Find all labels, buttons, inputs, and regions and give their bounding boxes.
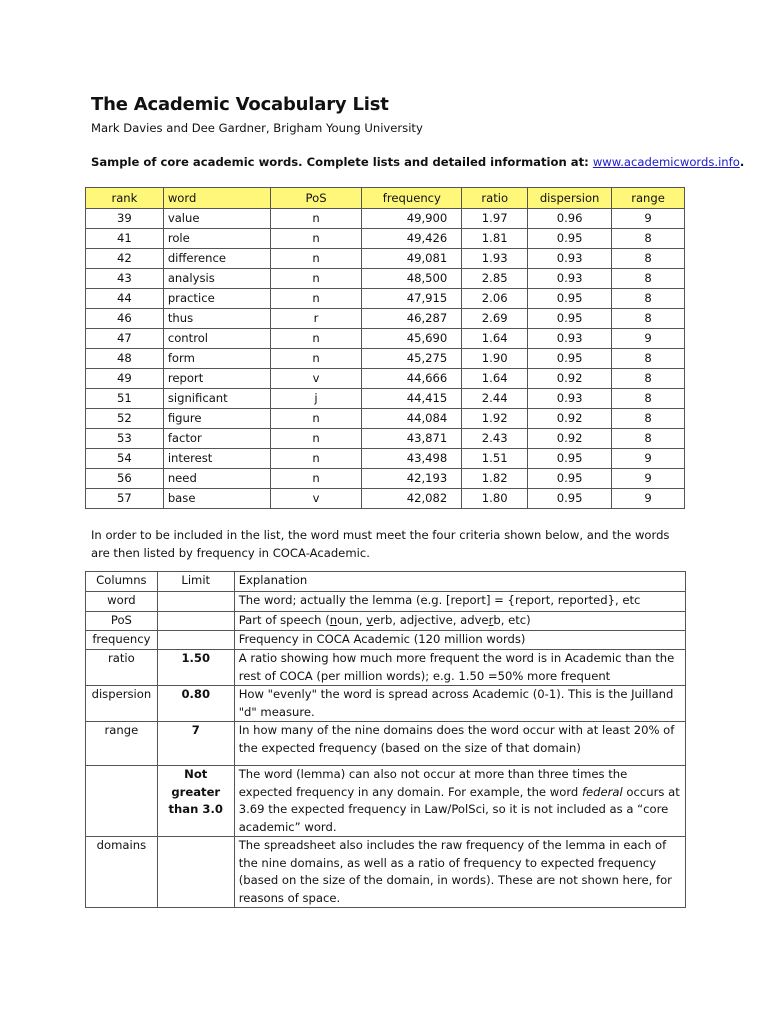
explanation-fragment: r: [488, 613, 494, 627]
criteria-explanation: A ratio showing how much more frequent the word is in Academic than the rest of COCA (per million words); e.g. 1.50 =50% more frequent: [234, 650, 685, 686]
vocab-header-row: [86, 188, 685, 209]
cell-ratio: 1.92: [462, 409, 528, 429]
table-row: [86, 309, 685, 329]
criteria-column-name: ratio: [86, 650, 158, 686]
header-word: word: [163, 188, 270, 209]
cell-range: 9: [612, 329, 685, 349]
criteria-row: [86, 631, 686, 650]
cell-word: factor: [163, 429, 270, 449]
cell-word: difference: [163, 249, 270, 269]
document-title: The Academic Vocabulary List: [91, 94, 389, 115]
cell-rank: 54: [86, 449, 164, 469]
table-row: [86, 449, 685, 469]
cell-range: 8: [612, 309, 685, 329]
cell-ratio: 1.90: [462, 349, 528, 369]
explanation-fragment: oun,: [337, 613, 367, 627]
cell-word: need: [163, 469, 270, 489]
cell-rank: 43: [86, 269, 164, 289]
table-row: [86, 369, 685, 389]
table-row: [86, 249, 685, 269]
cell-ratio: 2.85: [462, 269, 528, 289]
cell-dispersion: 0.93: [528, 389, 612, 409]
cell-word: analysis: [163, 269, 270, 289]
cell-range: 8: [612, 369, 685, 389]
cell-frequency: 44,084: [362, 409, 462, 429]
table-row: [86, 329, 685, 349]
criteria-row: [86, 592, 686, 612]
cell-rank: 46: [86, 309, 164, 329]
cell-range: 9: [612, 209, 685, 229]
table-row: [86, 269, 685, 289]
cell-range: 8: [612, 269, 685, 289]
cell-rank: 49: [86, 369, 164, 389]
criteria-column-name: PoS: [86, 612, 158, 631]
cell-ratio: 1.97: [462, 209, 528, 229]
cell-pos: r: [270, 309, 362, 329]
cell-ratio: 1.51: [462, 449, 528, 469]
cell-rank: 41: [86, 229, 164, 249]
cell-dispersion: 0.95: [528, 229, 612, 249]
criteria-row: [86, 837, 686, 908]
cell-pos: n: [270, 269, 362, 289]
cell-frequency: 42,082: [362, 489, 462, 509]
criteria-limit: Not greater than 3.0: [157, 766, 234, 837]
criteria-body: [86, 592, 686, 908]
header-explanation: Explanation: [234, 572, 685, 592]
cell-dispersion: 0.95: [528, 349, 612, 369]
explanation-fragment: occurs at 3.69 the expected frequency in Law/PolSci, so it is not included as a “core academic” word.: [238, 784, 680, 834]
cell-ratio: 1.80: [462, 489, 528, 509]
header-limit: Limit: [157, 572, 234, 592]
criteria-column-name: [86, 766, 158, 837]
criteria-column-name: range: [86, 722, 158, 766]
table-row: [86, 209, 685, 229]
cell-dispersion: 0.95: [528, 309, 612, 329]
intro-line: [91, 155, 744, 169]
intro-text: Sample of core academic words. Complete lists and detailed information at:: [91, 155, 593, 169]
cell-rank: 44: [86, 289, 164, 309]
criteria-limit: 0.80: [157, 686, 234, 722]
cell-dispersion: 0.92: [528, 429, 612, 449]
cell-dispersion: 0.96: [528, 209, 612, 229]
criteria-column-name: frequency: [86, 631, 158, 650]
criteria-column-name: dispersion: [86, 686, 158, 722]
cell-pos: v: [270, 369, 362, 389]
criteria-limit: [157, 612, 234, 631]
header-pos: PoS: [270, 188, 362, 209]
cell-pos: n: [270, 349, 362, 369]
criteria-explanation: How "evenly" the word is spread across Academic (0-1). This is the Juilland "d" measure.: [234, 686, 685, 722]
header-frequency: frequency: [362, 188, 462, 209]
cell-word: role: [163, 229, 270, 249]
academicwords-link[interactable]: www.academicwords.info: [592, 155, 740, 169]
criteria-limit: [157, 631, 234, 650]
cell-frequency: 48,500: [362, 269, 462, 289]
cell-ratio: 1.82: [462, 469, 528, 489]
cell-rank: 42: [86, 249, 164, 269]
cell-pos: n: [270, 409, 362, 429]
cell-pos: n: [270, 469, 362, 489]
cell-rank: 56: [86, 469, 164, 489]
explanation-fragment: n: [329, 613, 338, 627]
cell-rank: 53: [86, 429, 164, 449]
cell-word: control: [163, 329, 270, 349]
cell-ratio: 2.06: [462, 289, 528, 309]
criteria-row: [86, 612, 686, 631]
header-rank: rank: [86, 188, 164, 209]
cell-frequency: 44,415: [362, 389, 462, 409]
cell-ratio: 2.44: [462, 389, 528, 409]
header-ratio: ratio: [462, 188, 528, 209]
table-row: [86, 389, 685, 409]
cell-word: practice: [163, 289, 270, 309]
criteria-explanation: [234, 612, 685, 631]
cell-range: 8: [612, 349, 685, 369]
cell-ratio: 1.64: [462, 369, 528, 389]
cell-pos: n: [270, 249, 362, 269]
cell-dispersion: 0.93: [528, 249, 612, 269]
cell-pos: n: [270, 329, 362, 349]
cell-frequency: 46,287: [362, 309, 462, 329]
cell-word: form: [163, 349, 270, 369]
cell-rank: 39: [86, 209, 164, 229]
cell-range: 8: [612, 229, 685, 249]
table-row: [86, 289, 685, 309]
cell-frequency: 49,426: [362, 229, 462, 249]
cell-word: base: [163, 489, 270, 509]
cell-frequency: 43,871: [362, 429, 462, 449]
cell-pos: n: [270, 289, 362, 309]
cell-dispersion: 0.95: [528, 489, 612, 509]
criteria-row: [86, 766, 686, 837]
criteria-explanation: Frequency in COCA Academic (120 million words): [234, 631, 685, 650]
header-dispersion: dispersion: [528, 188, 612, 209]
cell-rank: 51: [86, 389, 164, 409]
table-row: [86, 409, 685, 429]
header-columns: Columns: [86, 572, 158, 592]
cell-frequency: 44,666: [362, 369, 462, 389]
cell-frequency: 45,275: [362, 349, 462, 369]
table-row: [86, 489, 685, 509]
criteria-column-name: domains: [86, 837, 158, 908]
cell-rank: 52: [86, 409, 164, 429]
table-row: [86, 349, 685, 369]
explanation-fragment: b, etc): [493, 613, 531, 627]
cell-range: 8: [612, 389, 685, 409]
cell-rank: 47: [86, 329, 164, 349]
table-row: [86, 429, 685, 449]
cell-frequency: 43,498: [362, 449, 462, 469]
intro-end: .: [739, 155, 745, 169]
cell-frequency: 42,193: [362, 469, 462, 489]
cell-range: 8: [612, 409, 685, 429]
cell-frequency: 49,900: [362, 209, 462, 229]
cell-ratio: 1.64: [462, 329, 528, 349]
cell-ratio: 2.43: [462, 429, 528, 449]
criteria-header-row: [86, 572, 686, 592]
criteria-explanation: In how many of the nine domains does the word occur with at least 20% of the expected frequency (based on the size of that domain): [234, 722, 685, 766]
cell-ratio: 1.81: [462, 229, 528, 249]
cell-dispersion: 0.92: [528, 369, 612, 389]
criteria-explanation: The spreadsheet also includes the raw frequency of the lemma in each of the nine domains, as well as a ratio of frequency to expected frequency (based on the size of the domain, in words). These are not shown here, for reasons of space.: [234, 837, 685, 908]
criteria-table: [85, 571, 686, 908]
cell-pos: n: [270, 209, 362, 229]
table-row: [86, 469, 685, 489]
cell-rank: 57: [86, 489, 164, 509]
explanation-fragment: erb, ad: [373, 613, 415, 627]
cell-pos: n: [270, 429, 362, 449]
cell-pos: n: [270, 449, 362, 469]
vocab-body: [86, 209, 685, 509]
criteria-explanation: [234, 766, 685, 837]
cell-range: 9: [612, 469, 685, 489]
cell-range: 9: [612, 449, 685, 469]
criteria-explanation: The word; actually the lemma (e.g. [report] = {report, reported}, etc: [234, 592, 685, 612]
cell-word: value: [163, 209, 270, 229]
criteria-row: [86, 686, 686, 722]
cell-range: 8: [612, 249, 685, 269]
criteria-column-name: word: [86, 592, 158, 612]
explanation-fragment: v: [366, 613, 374, 627]
explanation-fragment: The word (lemma) can also not occur at more than three times the expected frequency in any domain. For example, the word: [238, 767, 628, 799]
cell-dispersion: 0.93: [528, 329, 612, 349]
cell-range: 8: [612, 289, 685, 309]
criteria-limit: [157, 837, 234, 908]
cell-dispersion: 0.92: [528, 409, 612, 429]
cell-range: 9: [612, 489, 685, 509]
explanation-fragment: federal: [581, 784, 623, 799]
cell-frequency: 47,915: [362, 289, 462, 309]
cell-frequency: 45,690: [362, 329, 462, 349]
cell-dispersion: 0.95: [528, 449, 612, 469]
cell-dispersion: 0.95: [528, 469, 612, 489]
cell-word: report: [163, 369, 270, 389]
criteria-limit: 1.50: [157, 650, 234, 686]
cell-word: interest: [163, 449, 270, 469]
vocabulary-table: [85, 187, 685, 509]
criteria-limit: [157, 592, 234, 612]
cell-dispersion: 0.93: [528, 269, 612, 289]
cell-pos: n: [270, 229, 362, 249]
cell-word: significant: [163, 389, 270, 409]
cell-dispersion: 0.95: [528, 289, 612, 309]
cell-range: 8: [612, 429, 685, 449]
cell-ratio: 2.69: [462, 309, 528, 329]
header-range: range: [612, 188, 685, 209]
cell-pos: v: [270, 489, 362, 509]
table-row: [86, 229, 685, 249]
document-subtitle: Mark Davies and Dee Gardner, Brigham Young University: [91, 121, 423, 135]
cell-word: figure: [163, 409, 270, 429]
explanation-fragment: ective, adve: [417, 613, 489, 627]
explanation-fragment: j: [414, 613, 418, 627]
cell-ratio: 1.93: [462, 249, 528, 269]
explanation-fragment: Part of speech (: [238, 613, 330, 627]
cell-pos: j: [270, 389, 362, 409]
cell-word: thus: [163, 309, 270, 329]
cell-frequency: 49,081: [362, 249, 462, 269]
criteria-limit: 7: [157, 722, 234, 766]
criteria-paragraph: In order to be included in the list, the word must meet the four criteria shown below, and the words are then listed by frequency in COCA-Academic.: [91, 528, 670, 560]
criteria-row: [86, 722, 686, 766]
cell-rank: 48: [86, 349, 164, 369]
criteria-row: [86, 650, 686, 686]
